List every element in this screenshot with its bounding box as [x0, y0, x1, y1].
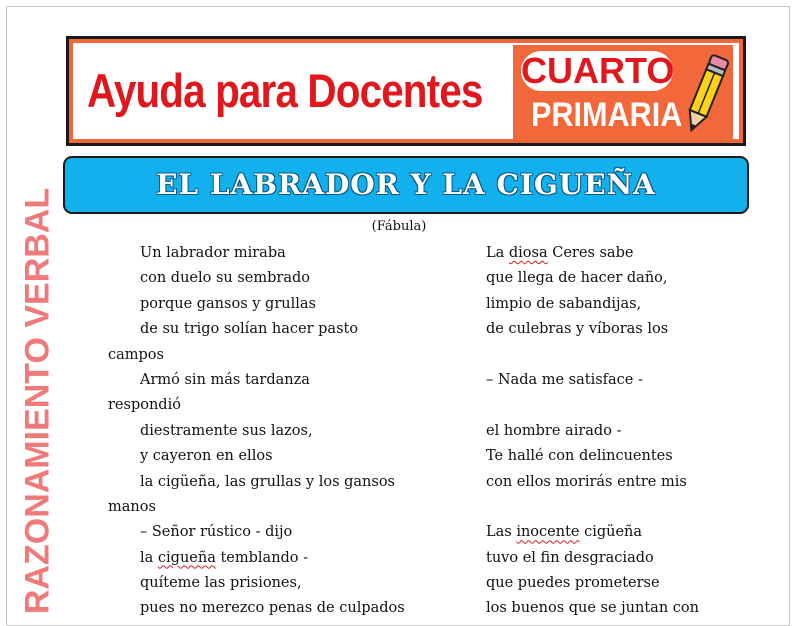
poem-line: [486, 393, 786, 418]
poem-line: que llega de hacer daño,: [486, 270, 668, 287]
grade-line-1: CUARTO: [521, 50, 675, 91]
poem-line: – Señor rústico - dijo: [140, 524, 293, 541]
poem-line: que puedes prometerse: [486, 575, 660, 592]
poem-line: Las inocente cigüeña: [486, 524, 643, 541]
poem-right-column: [486, 241, 786, 622]
header-banner: [66, 36, 746, 146]
poem-line: porque gansos y grullas: [140, 295, 316, 312]
poem-line: quíteme las prisiones,: [140, 575, 302, 592]
poem-line: manos: [108, 498, 156, 515]
poem-line: La diosa Ceres sabe: [486, 245, 634, 261]
grade-badge: [513, 45, 733, 139]
poem-line: [486, 343, 786, 368]
poem-line: con duelo su sembrado: [140, 270, 311, 287]
grade-line-2: PRIMARIA: [531, 96, 683, 134]
poem-line: los buenos que se juntan con: [486, 600, 699, 617]
poem-line: con ellos morirás entre mis: [486, 473, 687, 490]
poem-line: el hombre airado -: [486, 422, 622, 439]
poem-line: [486, 495, 786, 520]
poem-line: tuvo el fin desgraciado: [486, 549, 654, 566]
poem-line: la cigueña temblando -: [140, 549, 309, 566]
side-label-text: RAZONAMIENTO VERBAL: [18, 187, 57, 615]
poem-line: limpio de sabandijas,: [486, 295, 642, 312]
document-title: EL LABRADOR Y LA CIGUEÑA: [63, 156, 749, 214]
poem-line: Un labrador miraba: [140, 245, 286, 261]
document-subtitle: (Fábula): [371, 219, 427, 234]
poem-left-column: [108, 241, 428, 622]
poem-line: respondió: [108, 397, 181, 414]
poem-line: campos: [108, 346, 164, 363]
banner-inner: [73, 43, 739, 139]
poem-line: Te hallé con delincuentes: [486, 448, 673, 465]
side-label: [8, 187, 68, 615]
poem-line: de culebras y víboras los: [486, 321, 669, 338]
poem-line: diestramente sus lazos,: [140, 422, 313, 439]
poem-line: la cigüeña, las grullas y los gansos: [140, 473, 396, 490]
poem-line: Armó sin más tardanza: [140, 371, 310, 388]
poem-line: pues no merezco penas de culpados: [140, 600, 405, 617]
poem-line: – Nada me satisface -: [486, 371, 643, 388]
poem-line: y cayeron en ellos: [140, 448, 273, 465]
banner-title: Ayuda para Docentes: [87, 64, 483, 117]
pencil-icon: [679, 49, 733, 139]
poem-line: de su trigo solían hacer pasto: [140, 321, 359, 338]
